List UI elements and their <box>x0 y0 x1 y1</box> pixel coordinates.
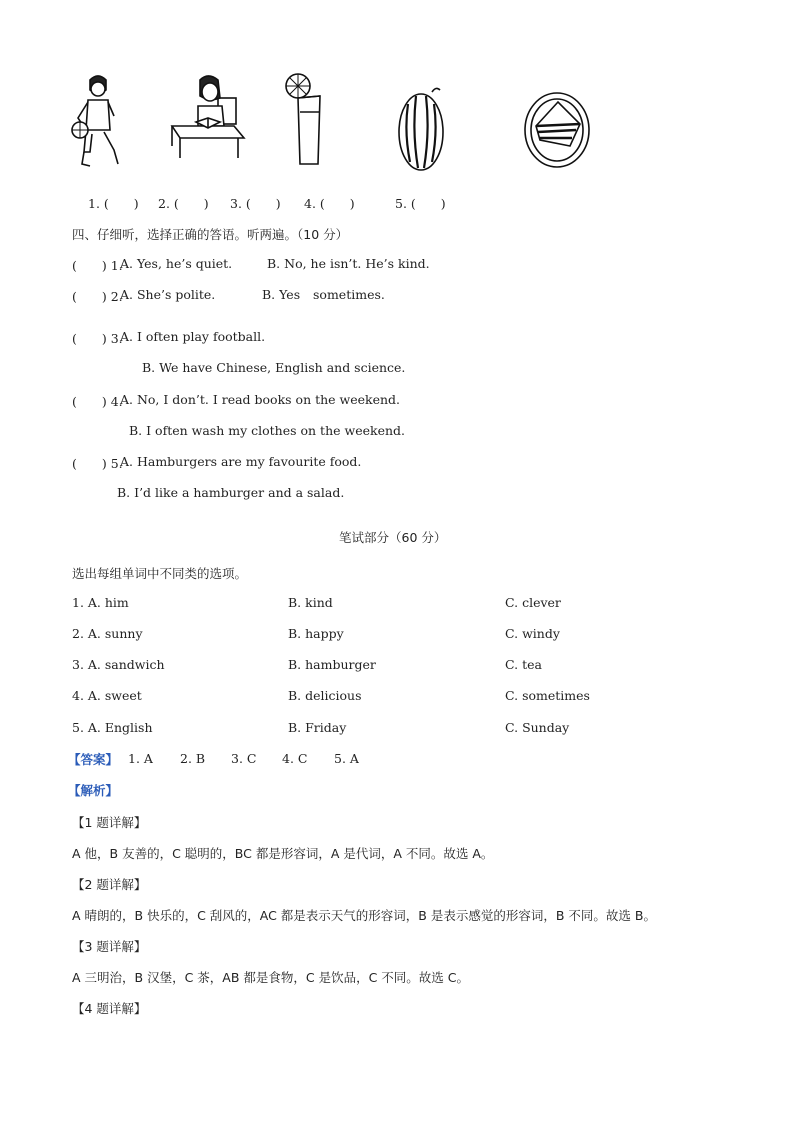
answer-2: 2. B <box>180 751 206 766</box>
word-row-5-a: 5. A. English <box>72 720 153 735</box>
word-row-4-a: 4. A. sweet <box>72 688 142 703</box>
q4-option-b: B. I often wash my clothes on the weekend. <box>129 423 405 438</box>
q2-option-b: B. Yes <box>262 287 301 302</box>
q4-number: ( ) 4. <box>72 394 123 409</box>
picture-answer-2[interactable]: 2. ( ) <box>158 196 209 211</box>
analysis-tag: 【解析】 <box>68 783 119 798</box>
word-row-1-b: B. kind <box>288 595 333 610</box>
q3-number: ( ) 3. <box>72 331 123 346</box>
reading-girl-picture <box>168 72 246 160</box>
detail-4-title: 【4 题详解】 <box>72 1001 147 1016</box>
q5-option-a: A. Hamburgers are my favourite food. <box>120 454 362 469</box>
q2-option-b-cont: sometimes. <box>313 287 385 302</box>
word-row-1-a: 1. A. him <box>72 595 129 610</box>
basketball-boy-picture <box>70 72 126 170</box>
q1-option-b: B. No, he isn’t. He’s kind. <box>267 256 430 271</box>
q1-option-a: A. Yes, he’s quiet. <box>120 256 233 271</box>
q5-number: ( ) 5. <box>72 456 123 471</box>
detail-3-text: A 三明治，B 汉堡，C 茶，AB 都是食物，C 是饮品，C 不同。故选 C。 <box>72 970 469 985</box>
section4-title: 四、仔细听，选择正确的答语。听两遍。（10 分） <box>72 227 349 242</box>
answer-tag: 【答案】 <box>68 752 119 767</box>
q1-number: ( ) 1. <box>72 258 123 273</box>
picture-answer-3[interactable]: 3. ( ) <box>230 196 281 211</box>
q3-option-b: B. We have Chinese, English and science. <box>142 360 406 375</box>
q4-option-a: A. No, I don’t. I read books on the weekend. <box>120 392 401 407</box>
word-row-2-a: 2. A. sunny <box>72 626 143 641</box>
q3-option-a: A. I often play football. <box>120 329 266 344</box>
picture-answer-5[interactable]: 5. ( ) <box>395 196 446 211</box>
word-row-3-a: 3. A. sandwich <box>72 657 165 672</box>
word-row-5-c: C. Sunday <box>505 720 570 735</box>
watermelon-picture <box>396 86 448 172</box>
picture-answer-4[interactable]: 4. ( ) <box>304 196 355 211</box>
q5-option-b: B. I’d like a hamburger and a salad. <box>117 485 345 500</box>
detail-1-title: 【1 题详解】 <box>72 815 147 830</box>
juice-glass-picture <box>284 72 324 170</box>
detail-3-title: 【3 题详解】 <box>72 939 147 954</box>
written-part-title: 笔试部分（60 分） <box>339 530 447 545</box>
q2-option-a: A. She’s polite. <box>120 287 216 302</box>
sandwich-plate-picture <box>522 90 592 170</box>
answer-1: 1. A <box>128 751 153 766</box>
answer-5: 5. A <box>334 751 359 766</box>
detail-1-text: A 他，B 友善的，C 聪明的，BC 都是形容词，A 是代词，A 不同。故选 A。 <box>72 846 494 861</box>
word-row-2-c: C. windy <box>505 626 560 641</box>
word-row-3-c: C. tea <box>505 657 542 672</box>
word-row-5-b: B. Friday <box>288 720 347 735</box>
detail-2-text: A 晴朗的，B 快乐的，C 刮风的，AC 都是表示天气的形容词，B 是表示感觉的形容词，B 不同。故选 B。 <box>72 908 656 923</box>
picture-answer-1[interactable]: 1. ( ) <box>88 196 139 211</box>
word-row-4-b: B. delicious <box>288 688 362 703</box>
word-row-1-c: C. clever <box>505 595 561 610</box>
q2-number: ( ) 2. <box>72 289 123 304</box>
detail-2-title: 【2 题详解】 <box>72 877 147 892</box>
word-row-2-b: B. happy <box>288 626 344 641</box>
answer-4: 4. C <box>282 751 308 766</box>
written-instruction: 选出每组单词中不同类的选项。 <box>72 566 248 581</box>
word-row-4-c: C. sometimes <box>505 688 590 703</box>
answer-3: 3. C <box>231 751 257 766</box>
word-row-3-b: B. hamburger <box>288 657 376 672</box>
